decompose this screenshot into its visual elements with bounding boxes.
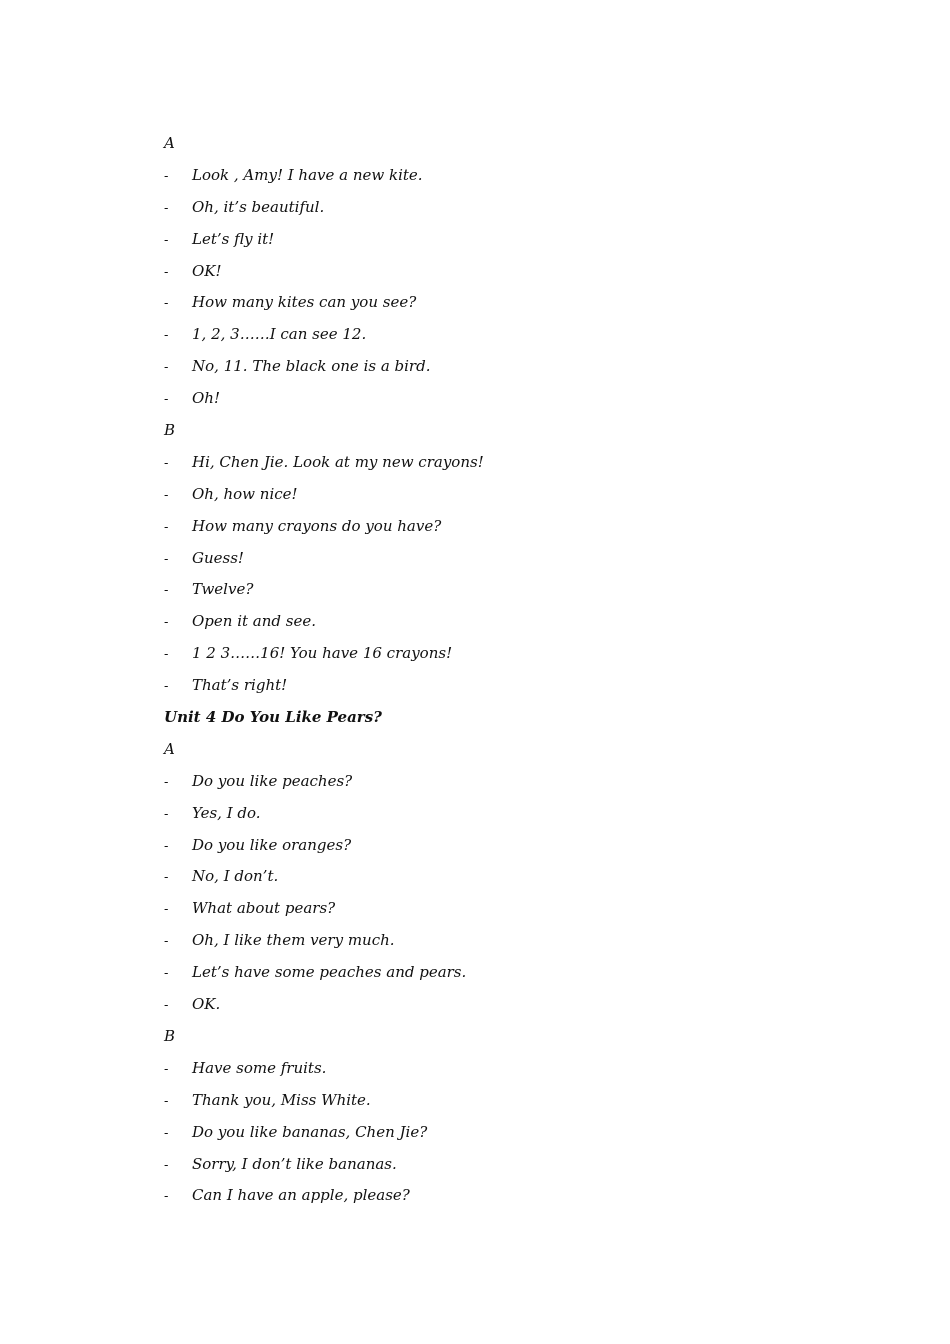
dash-bullet: - — [164, 168, 169, 184]
dialogue-text: That’s right! — [192, 676, 288, 695]
dialogue-line — [164, 192, 864, 224]
dash-bullet: - — [164, 328, 169, 344]
dash-bullet: - — [164, 647, 169, 663]
dialogue-text: Oh! — [192, 389, 220, 408]
dialogue-text: Oh, I like them very much. — [192, 931, 395, 950]
dash-bullet: - — [164, 455, 169, 471]
dialogue-text: Guess! — [192, 548, 244, 567]
unit-heading: Unit 4 Do You Like Pears? — [164, 708, 382, 727]
dialogue-text: Do you like peaches? — [192, 771, 353, 790]
dialogue-line — [164, 670, 864, 702]
dash-bullet: - — [164, 551, 169, 567]
dash-bullet: - — [164, 870, 169, 886]
section-letter: A — [164, 134, 175, 152]
dialogue-text: Do you like bananas, Chen Jie? — [192, 1122, 428, 1141]
dialogue-line — [164, 511, 864, 543]
dialogue-line — [164, 1180, 864, 1212]
dialogue-line — [164, 383, 864, 415]
dialogue-line — [164, 256, 864, 288]
dialogue-text: 1 2 3……16! You have 16 crayons! — [192, 644, 453, 663]
dialogue-text: Have some fruits. — [192, 1058, 327, 1077]
dialogue-line — [164, 224, 864, 256]
dialogue-line — [164, 638, 864, 670]
dialogue-line — [164, 1117, 864, 1149]
dialogue-line — [164, 830, 864, 862]
dialogue-line — [164, 798, 864, 830]
dialogue-line — [164, 479, 864, 511]
dialogue-text: Look , Amy! I have a new kite. — [192, 165, 423, 184]
dialogue-line — [164, 351, 864, 383]
dash-bullet: - — [164, 679, 169, 695]
dash-bullet: - — [164, 264, 169, 280]
dash-bullet: - — [164, 1157, 169, 1173]
dialogue-text: Let’s have some peaches and pears. — [192, 963, 467, 982]
dialogue-text: Let’s fly it! — [192, 229, 275, 248]
dialogue-line — [164, 574, 864, 606]
dialogue-line — [164, 925, 864, 957]
dialogue-text: Oh, how nice! — [192, 484, 298, 503]
dialogue-text: Thank you, Miss White. — [192, 1090, 371, 1109]
dialogue-text: Yes, I do. — [192, 803, 261, 822]
dash-bullet: - — [164, 360, 169, 376]
dialogue-line — [164, 543, 864, 575]
dialogue-line — [164, 957, 864, 989]
dash-bullet: - — [164, 934, 169, 950]
dash-bullet: - — [164, 392, 169, 408]
dash-bullet: - — [164, 966, 169, 982]
dialogue-text: No, I don’t. — [192, 867, 279, 886]
dialogue-line — [164, 447, 864, 479]
dialogue-text: What about pears? — [192, 899, 336, 918]
dash-bullet: - — [164, 296, 169, 312]
dialogue-text: How many kites can you see? — [192, 293, 417, 312]
dash-bullet: - — [164, 998, 169, 1014]
dialogue-line — [164, 606, 864, 638]
dialogue-text: Hi, Chen Jie. Look at my new crayons! — [192, 452, 484, 471]
dash-bullet: - — [164, 232, 169, 248]
dash-bullet: - — [164, 1061, 169, 1077]
dialogue-text: Twelve? — [192, 580, 254, 599]
dialogue-line — [164, 1149, 864, 1181]
dialogue-text: OK! — [192, 261, 222, 280]
dialogue-line — [164, 989, 864, 1021]
dialogue-line — [164, 1053, 864, 1085]
dialogue-line — [164, 766, 864, 798]
dash-bullet: - — [164, 1189, 169, 1205]
section-letter: A — [164, 739, 175, 758]
dialogue-text: Oh, it’s beautiful. — [192, 197, 325, 216]
dash-bullet: - — [164, 615, 169, 631]
dash-bullet: - — [164, 487, 169, 503]
dash-bullet: - — [164, 1093, 169, 1109]
dash-bullet: - — [164, 583, 169, 599]
dash-bullet: - — [164, 774, 169, 790]
dash-bullet: - — [164, 806, 169, 822]
dash-bullet: - — [164, 519, 169, 535]
section-letter: B — [164, 421, 176, 440]
section-letter: B — [164, 1026, 176, 1045]
dialogue-text: No, 11. The black one is a bird. — [192, 357, 431, 376]
dialogue-text: Can I have an apple, please? — [192, 1186, 410, 1205]
dialogue-text: Do you like oranges? — [192, 835, 352, 854]
dialogue-text: 1, 2, 3……I can see 12. — [192, 325, 367, 344]
dialogue-line — [164, 160, 864, 192]
dialogue-text: OK. — [192, 995, 221, 1014]
dialogue-line — [164, 1085, 864, 1117]
dash-bullet: - — [164, 838, 169, 854]
dialogue-text: Open it and see. — [192, 612, 316, 631]
dialogue-line — [164, 861, 864, 893]
dialogue-line — [164, 893, 864, 925]
dash-bullet: - — [164, 200, 169, 216]
dialogue-line — [164, 287, 864, 319]
dialogue-line — [164, 319, 864, 351]
dialogue-text: How many crayons do you have? — [192, 516, 442, 535]
dash-bullet: - — [164, 1125, 169, 1141]
dash-bullet: - — [164, 902, 169, 918]
dialogue-text: Sorry, I don’t like bananas. — [192, 1154, 397, 1173]
document-body — [164, 128, 864, 1212]
